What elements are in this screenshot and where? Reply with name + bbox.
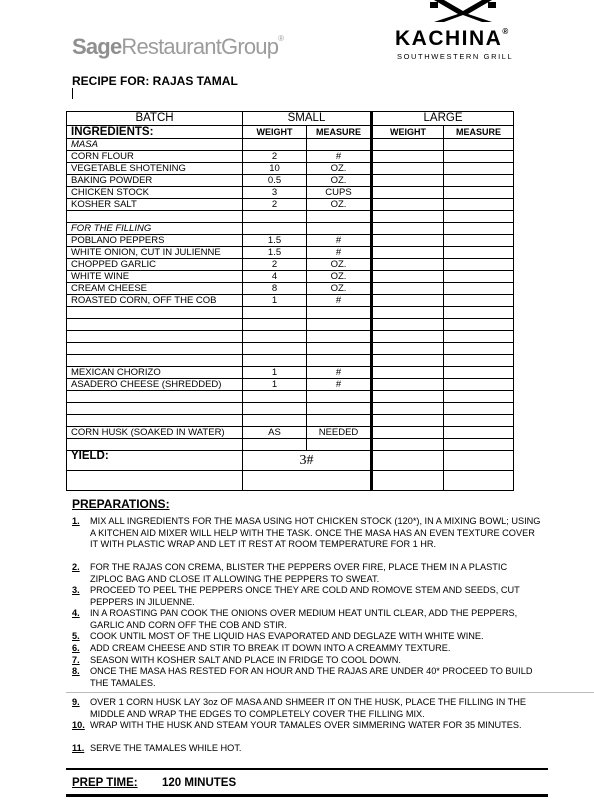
table-row bbox=[67, 235, 514, 247]
step-text: ADD CREAM CHEESE AND STIR TO BREAK IT DOWN INTO A CREAMMY TEXTURE. bbox=[90, 643, 451, 653]
large-measure bbox=[444, 283, 514, 295]
preparation-step bbox=[72, 743, 542, 755]
small-measure bbox=[307, 343, 372, 355]
table-row bbox=[67, 151, 514, 163]
large-weight bbox=[372, 283, 444, 295]
large-measure bbox=[444, 223, 514, 235]
kachina-subtitle: SOUTHWESTERN GRILL bbox=[397, 52, 514, 61]
large-measure bbox=[444, 367, 514, 379]
ingredient-name bbox=[67, 415, 243, 427]
ingredient-name: ASADERO CHEESE (SHREDDED) bbox=[67, 379, 243, 391]
small-weight: 4 bbox=[243, 271, 307, 283]
large-weight bbox=[372, 199, 444, 211]
table-row bbox=[67, 187, 514, 199]
kachina-emblem-icon bbox=[430, 0, 496, 22]
small-measure bbox=[307, 403, 372, 415]
large-weight bbox=[372, 295, 444, 307]
empty-cell bbox=[67, 471, 243, 491]
large-measure bbox=[444, 235, 514, 247]
preparation-step bbox=[72, 631, 542, 643]
ingredient-name: CREAM CHEESE bbox=[67, 283, 243, 295]
ingredient-name: CORN HUSK (SOAKED IN WATER) bbox=[67, 427, 243, 439]
preparation-step bbox=[72, 643, 542, 655]
large-measure bbox=[444, 307, 514, 319]
measure-large-header: MEASURE bbox=[444, 126, 514, 139]
ingredient-name: CHOPPED GARLIC bbox=[67, 259, 243, 271]
small-weight: 2 bbox=[243, 151, 307, 163]
small-weight: 10 bbox=[243, 163, 307, 175]
step-number: 10. bbox=[72, 720, 85, 730]
table-row bbox=[67, 343, 514, 355]
large-measure bbox=[444, 427, 514, 439]
small-measure bbox=[307, 331, 372, 343]
step-number: 1. bbox=[72, 516, 80, 526]
small-measure: OZ. bbox=[307, 271, 372, 283]
small-measure bbox=[307, 307, 372, 319]
ingredient-name: FOR THE FILLING bbox=[67, 223, 243, 235]
large-weight bbox=[372, 235, 444, 247]
table-row bbox=[67, 247, 514, 259]
ingredient-name bbox=[67, 211, 243, 223]
large-weight bbox=[372, 211, 444, 223]
large-weight bbox=[372, 415, 444, 427]
empty-cell bbox=[444, 471, 514, 491]
large-measure bbox=[444, 439, 514, 451]
rule-bottom bbox=[66, 794, 548, 797]
small-measure: OZ. bbox=[307, 283, 372, 295]
table-header-row bbox=[67, 112, 514, 126]
ingredient-name bbox=[67, 307, 243, 319]
small-weight: 0.5 bbox=[243, 175, 307, 187]
large-weight bbox=[372, 307, 444, 319]
small-weight bbox=[243, 211, 307, 223]
small-measure bbox=[307, 439, 372, 451]
large-measure bbox=[444, 295, 514, 307]
preparation-step bbox=[72, 608, 542, 631]
table-row bbox=[67, 391, 514, 403]
ingredient-name: CORN FLOUR bbox=[67, 151, 243, 163]
ingredient-name bbox=[67, 403, 243, 415]
yield-row bbox=[67, 451, 514, 471]
ingredient-name bbox=[67, 343, 243, 355]
preparation-step bbox=[72, 585, 542, 608]
large-measure bbox=[444, 379, 514, 391]
large-measure bbox=[444, 355, 514, 367]
large-measure bbox=[444, 343, 514, 355]
ingredient-name: WHITE ONION, CUT IN JULIENNE bbox=[67, 247, 243, 259]
step-number: 5. bbox=[72, 631, 80, 641]
ingredient-name bbox=[67, 391, 243, 403]
small-header: SMALL bbox=[243, 112, 372, 126]
table-row bbox=[67, 139, 514, 151]
step-number: 9. bbox=[72, 697, 80, 707]
rule-top bbox=[66, 768, 548, 770]
ingredients-header: INGREDIENTS: bbox=[67, 126, 243, 139]
step-text: SERVE THE TAMALES WHILE HOT. bbox=[90, 743, 242, 753]
large-weight bbox=[372, 355, 444, 367]
step-text: MIX ALL INGREDIENTS FOR THE MASA USING HOT CHICKEN STOCK (120*), IN A MIXING BOWL; USING A KITCHEN AID MIXER WILL HELP WITH THE TASK. ONCE THE MASA HAS AN EVEN TEXTURE COVER IT WITH PLASTIC WRAP AND LET IT REST AT ROOM TEMPERATURE FOR 1 HR. bbox=[90, 516, 541, 549]
small-weight bbox=[243, 343, 307, 355]
table-row bbox=[67, 283, 514, 295]
large-weight bbox=[372, 187, 444, 199]
large-weight bbox=[372, 367, 444, 379]
step-number: 6. bbox=[72, 643, 80, 653]
table-row bbox=[67, 199, 514, 211]
step-text: IN A ROASTING PAN COOK THE ONIONS OVER MEDIUM HEAT UNTIL CLEAR, ADD THE PEPPERS, GARLIC AND CORN OFF THE COB AND STIR. bbox=[90, 608, 518, 630]
prep-time-label: PREP TIME: bbox=[72, 777, 138, 789]
large-measure bbox=[444, 403, 514, 415]
yield-label: YIELD: bbox=[67, 451, 243, 471]
small-weight: 1.5 bbox=[243, 235, 307, 247]
small-weight: 2 bbox=[243, 259, 307, 271]
preparation-step bbox=[72, 697, 542, 720]
table-row bbox=[67, 319, 514, 331]
large-weight bbox=[372, 427, 444, 439]
small-measure: # bbox=[307, 235, 372, 247]
large-header: LARGE bbox=[372, 112, 514, 126]
small-weight bbox=[243, 307, 307, 319]
ingredient-name: ROASTED CORN, OFF THE COB bbox=[67, 295, 243, 307]
large-weight bbox=[372, 439, 444, 451]
large-measure bbox=[444, 175, 514, 187]
table-row bbox=[67, 403, 514, 415]
small-weight bbox=[243, 415, 307, 427]
small-measure bbox=[307, 211, 372, 223]
large-measure bbox=[444, 151, 514, 163]
ingredient-name: MASA bbox=[67, 139, 243, 151]
step-text: COOK UNTIL MOST OF THE LIQUID HAS EVAPORATED AND DEGLAZE WITH WHITE WINE. bbox=[90, 631, 484, 641]
large-measure bbox=[444, 319, 514, 331]
large-measure bbox=[444, 415, 514, 427]
large-weight bbox=[372, 139, 444, 151]
recipe-title: RECIPE FOR: RAJAS TAMAL bbox=[72, 74, 238, 88]
small-measure bbox=[307, 415, 372, 427]
ingredient-name: BAKING POWDER bbox=[67, 175, 243, 187]
small-measure bbox=[307, 319, 372, 331]
small-weight bbox=[243, 391, 307, 403]
large-weight bbox=[372, 319, 444, 331]
large-measure bbox=[444, 271, 514, 283]
large-measure bbox=[444, 139, 514, 151]
table-row bbox=[67, 295, 514, 307]
small-measure: # bbox=[307, 367, 372, 379]
large-weight bbox=[372, 259, 444, 271]
ingredient-name bbox=[67, 355, 243, 367]
small-measure: NEEDED bbox=[307, 427, 372, 439]
large-weight bbox=[372, 247, 444, 259]
large-weight bbox=[372, 403, 444, 415]
step-number: 8. bbox=[72, 666, 80, 676]
small-measure bbox=[307, 139, 372, 151]
large-weight bbox=[372, 391, 444, 403]
ingredient-name: KOSHER SALT bbox=[67, 199, 243, 211]
small-weight: AS bbox=[243, 427, 307, 439]
small-weight bbox=[243, 439, 307, 451]
preparation-step bbox=[72, 655, 542, 667]
small-measure: # bbox=[307, 247, 372, 259]
measure-header: MEASURE bbox=[307, 126, 372, 139]
table-row bbox=[67, 439, 514, 451]
step-number: 4. bbox=[72, 608, 80, 618]
large-measure bbox=[444, 199, 514, 211]
large-measure bbox=[444, 331, 514, 343]
small-measure bbox=[307, 391, 372, 403]
empty-cell bbox=[243, 471, 372, 491]
table-subheader-row bbox=[67, 126, 514, 139]
large-weight bbox=[372, 223, 444, 235]
text-cursor bbox=[72, 88, 73, 99]
table-row bbox=[67, 471, 514, 491]
kachina-logo-mark: ® bbox=[502, 27, 510, 36]
divider bbox=[66, 692, 594, 693]
small-weight: 2 bbox=[243, 199, 307, 211]
weight-large-header: WEIGHT bbox=[372, 126, 444, 139]
ingredient-name: CHICKEN STOCK bbox=[67, 187, 243, 199]
large-measure bbox=[444, 391, 514, 403]
table-row bbox=[67, 211, 514, 223]
small-weight: 1 bbox=[243, 367, 307, 379]
weight-header: WEIGHT bbox=[243, 126, 307, 139]
small-weight bbox=[243, 331, 307, 343]
small-measure: OZ. bbox=[307, 163, 372, 175]
small-measure: # bbox=[307, 295, 372, 307]
table-row bbox=[67, 427, 514, 439]
small-weight bbox=[243, 355, 307, 367]
large-measure bbox=[444, 187, 514, 199]
step-text: WRAP WITH THE HUSK AND STEAM YOUR TAMALES OVER SIMMERING WATER FOR 35 MINUTES. bbox=[90, 720, 522, 730]
ingredient-name bbox=[67, 331, 243, 343]
table-row bbox=[67, 355, 514, 367]
large-measure bbox=[444, 247, 514, 259]
large-weight bbox=[372, 163, 444, 175]
ingredient-name: VEGETABLE SHOTENING bbox=[67, 163, 243, 175]
large-weight bbox=[372, 343, 444, 355]
sage-logo-bold: Sage bbox=[72, 34, 122, 59]
small-weight: 1.5 bbox=[243, 247, 307, 259]
step-number: 7. bbox=[72, 655, 80, 665]
small-weight bbox=[243, 403, 307, 415]
sage-logo-rest: RestaurantGroup bbox=[121, 34, 279, 59]
large-measure bbox=[444, 259, 514, 271]
table-row bbox=[67, 307, 514, 319]
small-weight bbox=[243, 223, 307, 235]
step-text: ONCE THE MASA HAS RESTED FOR AN HOUR AND THE RAJAS ARE UNDER 40* PROCEED TO BUILD THE TAMALES. bbox=[90, 666, 533, 688]
sage-logo-mark: ® bbox=[278, 34, 284, 43]
step-text: PROCEED TO PEEL THE PEPPERS ONCE THEY ARE COLD AND ROMOVE STEM AND SEEDS, CUT PEPPERS IN JILUENNE. bbox=[90, 585, 520, 607]
batch-header: BATCH bbox=[67, 112, 243, 126]
ingredient-name bbox=[67, 439, 243, 451]
ingredient-name: POBLANO PEPPERS bbox=[67, 235, 243, 247]
small-weight bbox=[243, 139, 307, 151]
table-row bbox=[67, 367, 514, 379]
ingredient-name bbox=[67, 319, 243, 331]
table-row bbox=[67, 223, 514, 235]
large-weight bbox=[372, 175, 444, 187]
small-weight bbox=[243, 319, 307, 331]
ingredient-name: MEXICAN CHORIZO bbox=[67, 367, 243, 379]
step-number: 3. bbox=[72, 585, 80, 595]
small-weight: 1 bbox=[243, 295, 307, 307]
preparation-step bbox=[72, 516, 542, 551]
large-measure bbox=[444, 163, 514, 175]
kachina-logo-text bbox=[395, 27, 510, 51]
yield-large-measure bbox=[444, 451, 514, 471]
small-measure: # bbox=[307, 379, 372, 391]
small-weight: 1 bbox=[243, 379, 307, 391]
step-number: 2. bbox=[72, 562, 80, 572]
table-row bbox=[67, 271, 514, 283]
large-weight bbox=[372, 379, 444, 391]
sage-restaurant-group-logo bbox=[72, 34, 283, 60]
small-measure bbox=[307, 355, 372, 367]
preparation-step bbox=[72, 720, 542, 732]
table-row bbox=[67, 415, 514, 427]
small-measure: OZ. bbox=[307, 199, 372, 211]
table-row bbox=[67, 175, 514, 187]
large-measure bbox=[444, 211, 514, 223]
large-weight bbox=[372, 271, 444, 283]
kachina-name: KACHINA bbox=[395, 27, 503, 50]
preparation-step bbox=[72, 562, 542, 585]
small-measure bbox=[307, 223, 372, 235]
table-row bbox=[67, 259, 514, 271]
table-row bbox=[67, 331, 514, 343]
small-measure: OZ. bbox=[307, 259, 372, 271]
prep-time-value: 120 MINUTES bbox=[162, 777, 237, 789]
yield-large-weight bbox=[372, 451, 444, 471]
ingredients-table bbox=[66, 111, 514, 491]
preparation-step bbox=[72, 666, 542, 689]
step-text: FOR THE RAJAS CON CREMA, BLISTER THE PEPPERS OVER FIRE, PLACE THEM IN A PLASTIC ZIPLOC BAG AND CLOSE IT ALLOWING THE PEPPERS TO SWEAT. bbox=[90, 562, 508, 584]
step-number: 11. bbox=[72, 743, 85, 753]
small-measure: # bbox=[307, 151, 372, 163]
empty-cell bbox=[372, 471, 444, 491]
large-weight bbox=[372, 331, 444, 343]
small-weight: 3 bbox=[243, 187, 307, 199]
table-row bbox=[67, 163, 514, 175]
yield-value: 3# bbox=[243, 451, 372, 471]
table-row bbox=[67, 379, 514, 391]
step-text: OVER 1 CORN HUSK LAY 3oz OF MASA AND SHMEER IT ON THE HUSK, PLACE THE FILLING IN THE MIDDLE AND WRAP THE EDGES TO COMPLETELY COVER THE FILLING MIX. bbox=[90, 697, 527, 719]
step-text: SEASON WITH KOSHER SALT AND PLACE IN FRIDGE TO COOL DOWN. bbox=[90, 655, 401, 665]
ingredient-name: WHITE WINE bbox=[67, 271, 243, 283]
large-weight bbox=[372, 151, 444, 163]
small-weight: 8 bbox=[243, 283, 307, 295]
preparations-title: PREPARATIONS: bbox=[72, 497, 170, 511]
small-measure: OZ. bbox=[307, 175, 372, 187]
small-measure: CUPS bbox=[307, 187, 372, 199]
